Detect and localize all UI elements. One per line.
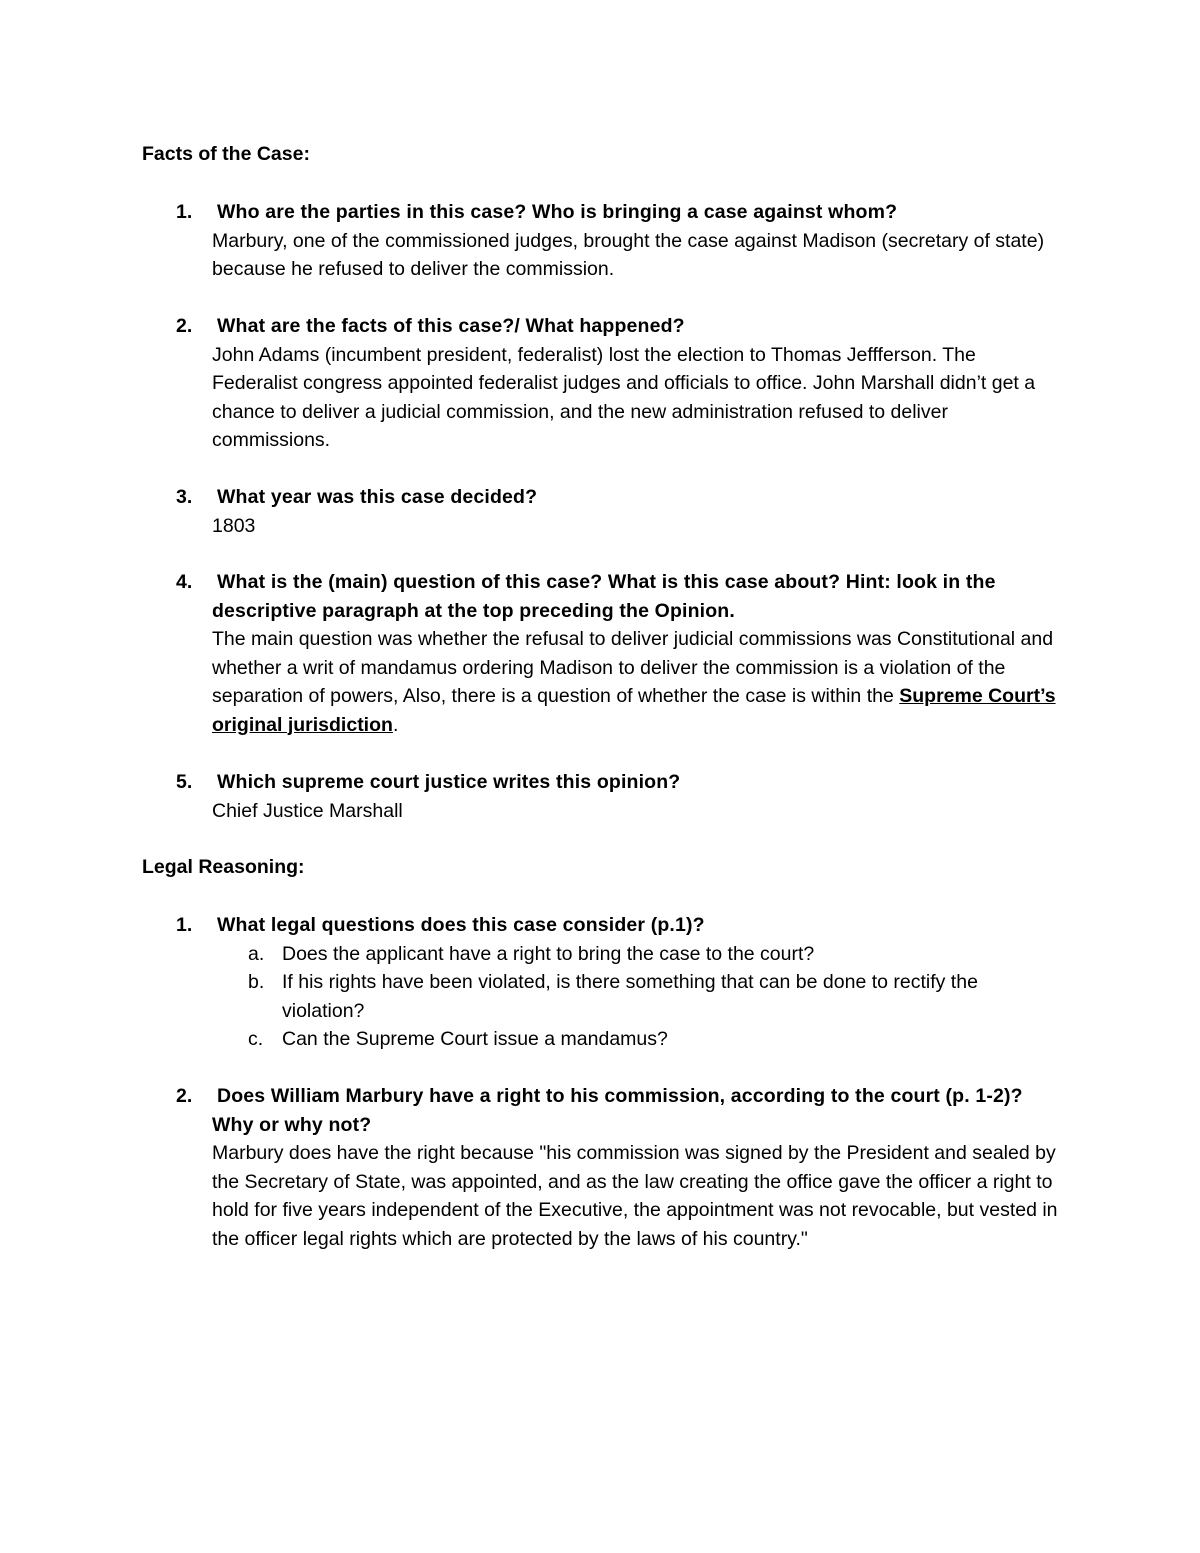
answer-text: John Adams (incumbent president, federalist) lost the election to Thomas Jeffferson. The Federalist congress appointed federalist judges and officials to office. John Marshall didn’t get a chance to deliver a judicial commission, and the new administration refused to deliver commissions. bbox=[212, 343, 1036, 451]
subitem-letter: c. bbox=[248, 1028, 264, 1050]
question-text: Who are the parties in this case? Who is bringing a case against whom? bbox=[217, 201, 898, 223]
answer-suffix: . bbox=[392, 713, 399, 736]
subitem-text: Can the Supreme Court issue a mandamus? bbox=[282, 1028, 668, 1050]
question-number: 4. bbox=[176, 571, 193, 593]
question-text: What is the (main) question of this case? What is this case about? Hint: look in the descriptive paragraph at the top preceding the Opinion. bbox=[212, 571, 996, 622]
section-title-facts: Facts of the Case: bbox=[142, 143, 310, 165]
subitem-text: If his rights have been violated, is there something that can be done to rectify the violation? bbox=[282, 971, 978, 1022]
question-number: 3. bbox=[176, 486, 193, 508]
answer-text bbox=[212, 625, 1062, 739]
answer-text: Marbury does have the right because "his commission was signed by the President and sealed by the Secretary of State, was appointed, and as the law creating the office gave the officer a right to hold for five years independent of the Executive, the appointment was not revocable, but vested in the officer legal rights which are protected by the laws of his country." bbox=[212, 1142, 1058, 1250]
question-body bbox=[212, 483, 1062, 540]
answer-prefix: The main question was whether the refusal to deliver judicial commissions was Constitutional and whether a writ of mandamus ordering Madison to deliver the commission is a violation of the separation of powers, Also, there is a question of whether the case is within the bbox=[212, 628, 1054, 707]
question-body bbox=[212, 312, 1062, 455]
question-text: Does William Marbury have a right to his commission, according to the court (p. 1-2)? Why or why not? bbox=[212, 1085, 1023, 1136]
subitem-c bbox=[212, 1025, 1062, 1054]
question-body bbox=[212, 768, 1062, 825]
question-number: 2. bbox=[176, 1085, 193, 1107]
question-text: What legal questions does this case consider (p.1)? bbox=[217, 914, 705, 936]
answer-text: Chief Justice Marshall bbox=[212, 799, 403, 822]
jurisdiction-emphasis: Supreme Court’s original jurisdiction bbox=[212, 685, 1056, 736]
question-text: Which supreme court justice writes this opinion? bbox=[217, 771, 681, 793]
subitem-a bbox=[212, 940, 1062, 969]
question-body bbox=[212, 198, 1062, 284]
question-body bbox=[212, 911, 1062, 1054]
subitem-letter: b. bbox=[248, 971, 265, 993]
question-number: 2. bbox=[176, 315, 193, 337]
question-number: 1. bbox=[176, 914, 193, 936]
subitem-b bbox=[212, 968, 1062, 1025]
question-body bbox=[212, 1082, 1062, 1253]
answer-text: Marbury, one of the commissioned judges, brought the case against Madison (secretary of state) because he refused to deliver the commission. bbox=[212, 229, 1045, 280]
section-title-legal-reasoning: Legal Reasoning: bbox=[142, 856, 305, 878]
subitem-text: Does the applicant have a right to bring the case to the court? bbox=[282, 942, 815, 965]
question-body bbox=[212, 568, 1062, 739]
question-number: 1. bbox=[176, 201, 193, 223]
subitem-letter: a. bbox=[248, 942, 265, 965]
question-number: 5. bbox=[176, 771, 193, 793]
question-text: What are the facts of this case?/ What happened? bbox=[217, 315, 685, 337]
question-text: What year was this case decided? bbox=[217, 486, 538, 508]
answer-text: 1803 bbox=[212, 514, 256, 537]
